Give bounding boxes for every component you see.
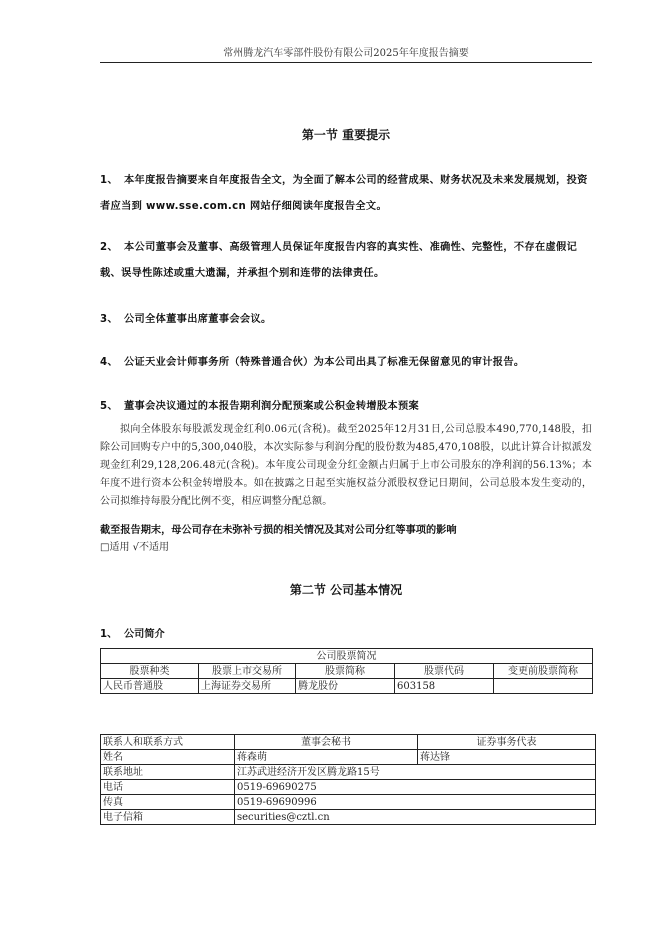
- stock-name-cell: 腾龙股份: [296, 679, 395, 694]
- applicable-checkbox-line: □适用 √不适用: [100, 542, 169, 553]
- subsection-title: 公司简介: [124, 629, 165, 640]
- notice-item-number: 4、: [100, 357, 118, 368]
- former-name-cell: [494, 679, 593, 694]
- notice-item-5: [100, 394, 592, 420]
- header-rule: [100, 62, 592, 63]
- notice-item-number: 1、: [100, 175, 118, 186]
- representative-name: 蒋达锋: [418, 750, 596, 765]
- page-header: 常州腾龙汽车零部件股份有限公司2025年年度报告摘要: [223, 48, 469, 59]
- notice-item-text: 公证天业会计师事务所（特殊普通合伙）为本公司出具了标准无保留意见的审计报告。: [124, 357, 525, 368]
- table-row: [101, 795, 596, 810]
- notice-item-number: 3、: [100, 314, 118, 325]
- stock-code-cell: 603158: [395, 679, 494, 694]
- stock-type-cell: 人民币普通股: [101, 679, 199, 694]
- notice-item-text: 公司全体董事出席董事会会议。: [124, 314, 272, 325]
- column-header: 股票上市交易所: [199, 664, 296, 679]
- phone-value: 0519-69690275: [235, 780, 596, 795]
- column-header: 股票简称: [296, 664, 395, 679]
- fax-value: 0519-69690996: [235, 795, 596, 810]
- section2-title: 第二节 公司基本情况: [289, 583, 403, 597]
- dividend-plan-text: 拟向全体股东每股派发现金红利0.06元(含税)。截至2025年12月31日,公司总股本490,770,148股，扣除公司回购专户中的5,300,040股，本次实际参与利润分配的股份数为485,470,108股，以此计算合计拟派发现金红利29,128,206.48元(含税)。本年度公司现金分红金额占归属于上市公司股东的净利润的56.13%；本年度不进行资本公积金转增股本。如在披露之日起至实施权益分派股权登记日期间，公司总股本发生变动的，公司拟维持每股分配比例不变，相应调整分配总额。: [100, 424, 592, 507]
- notice-item-4: [100, 350, 592, 376]
- subsection-number: 1、: [100, 629, 118, 640]
- table-caption: 公司股票简况: [101, 649, 593, 664]
- notice-item-text: 本年度报告摘要来自年度报告全文，为全面了解本公司的经营成果、财务状况及未来发展规划，投资者应当到 www.sse.com.cn 网站仔细阅读年度报告全文。: [100, 175, 588, 212]
- table-row: [101, 765, 596, 780]
- notice-item-3: [100, 307, 592, 333]
- row-label: 联系地址: [101, 765, 235, 780]
- stock-info-table: [100, 648, 593, 694]
- table-row: [101, 810, 596, 825]
- notice-item-1: [100, 168, 592, 220]
- row-label: 电话: [101, 780, 235, 795]
- table-row: [101, 679, 593, 694]
- notice-item-text: 董事会决议通过的本报告期利润分配预案或公积金转增股本预案: [124, 401, 420, 412]
- exchange-cell: 上海证券交易所: [199, 679, 296, 694]
- notice-item-text: 本公司董事会及董事、高级管理人员保证年度报告内容的真实性、准确性、完整性，不存在虚假记载、误导性陈述或重大遗漏，并承担个别和连带的法律责任。: [100, 242, 578, 279]
- section1-title: 第一节 重要提示: [301, 128, 391, 142]
- table-row: [101, 649, 593, 664]
- column-header: 股票种类: [101, 664, 199, 679]
- deficit-question: 截至报告期末，母公司存在未弥补亏损的相关情况及其对公司分红等事项的影响: [100, 525, 457, 536]
- table-row: [101, 750, 596, 765]
- notice-item-number: 2、: [100, 242, 118, 253]
- row-label: 电子信箱: [101, 810, 235, 825]
- table-row: [101, 780, 596, 795]
- secretary-name: 蒋森萌: [235, 750, 418, 765]
- notice-item-2: [100, 235, 592, 287]
- column-header: 董事会秘书: [235, 735, 418, 750]
- notice-item-number: 5、: [100, 401, 118, 412]
- column-header: 证券事务代表: [418, 735, 596, 750]
- company-profile-heading: [100, 627, 592, 643]
- column-header: 变更前股票简称: [494, 664, 593, 679]
- contact-table: [100, 734, 596, 825]
- table-header-row: [101, 664, 593, 679]
- email-value: securities@cztl.cn: [235, 810, 596, 825]
- address-value: 江苏武进经济开发区腾龙路15号: [235, 765, 596, 780]
- column-header: 联系人和联系方式: [101, 735, 235, 750]
- row-label: 姓名: [101, 750, 235, 765]
- table-header-row: [101, 735, 596, 750]
- column-header: 股票代码: [395, 664, 494, 679]
- row-label: 传真: [101, 795, 235, 810]
